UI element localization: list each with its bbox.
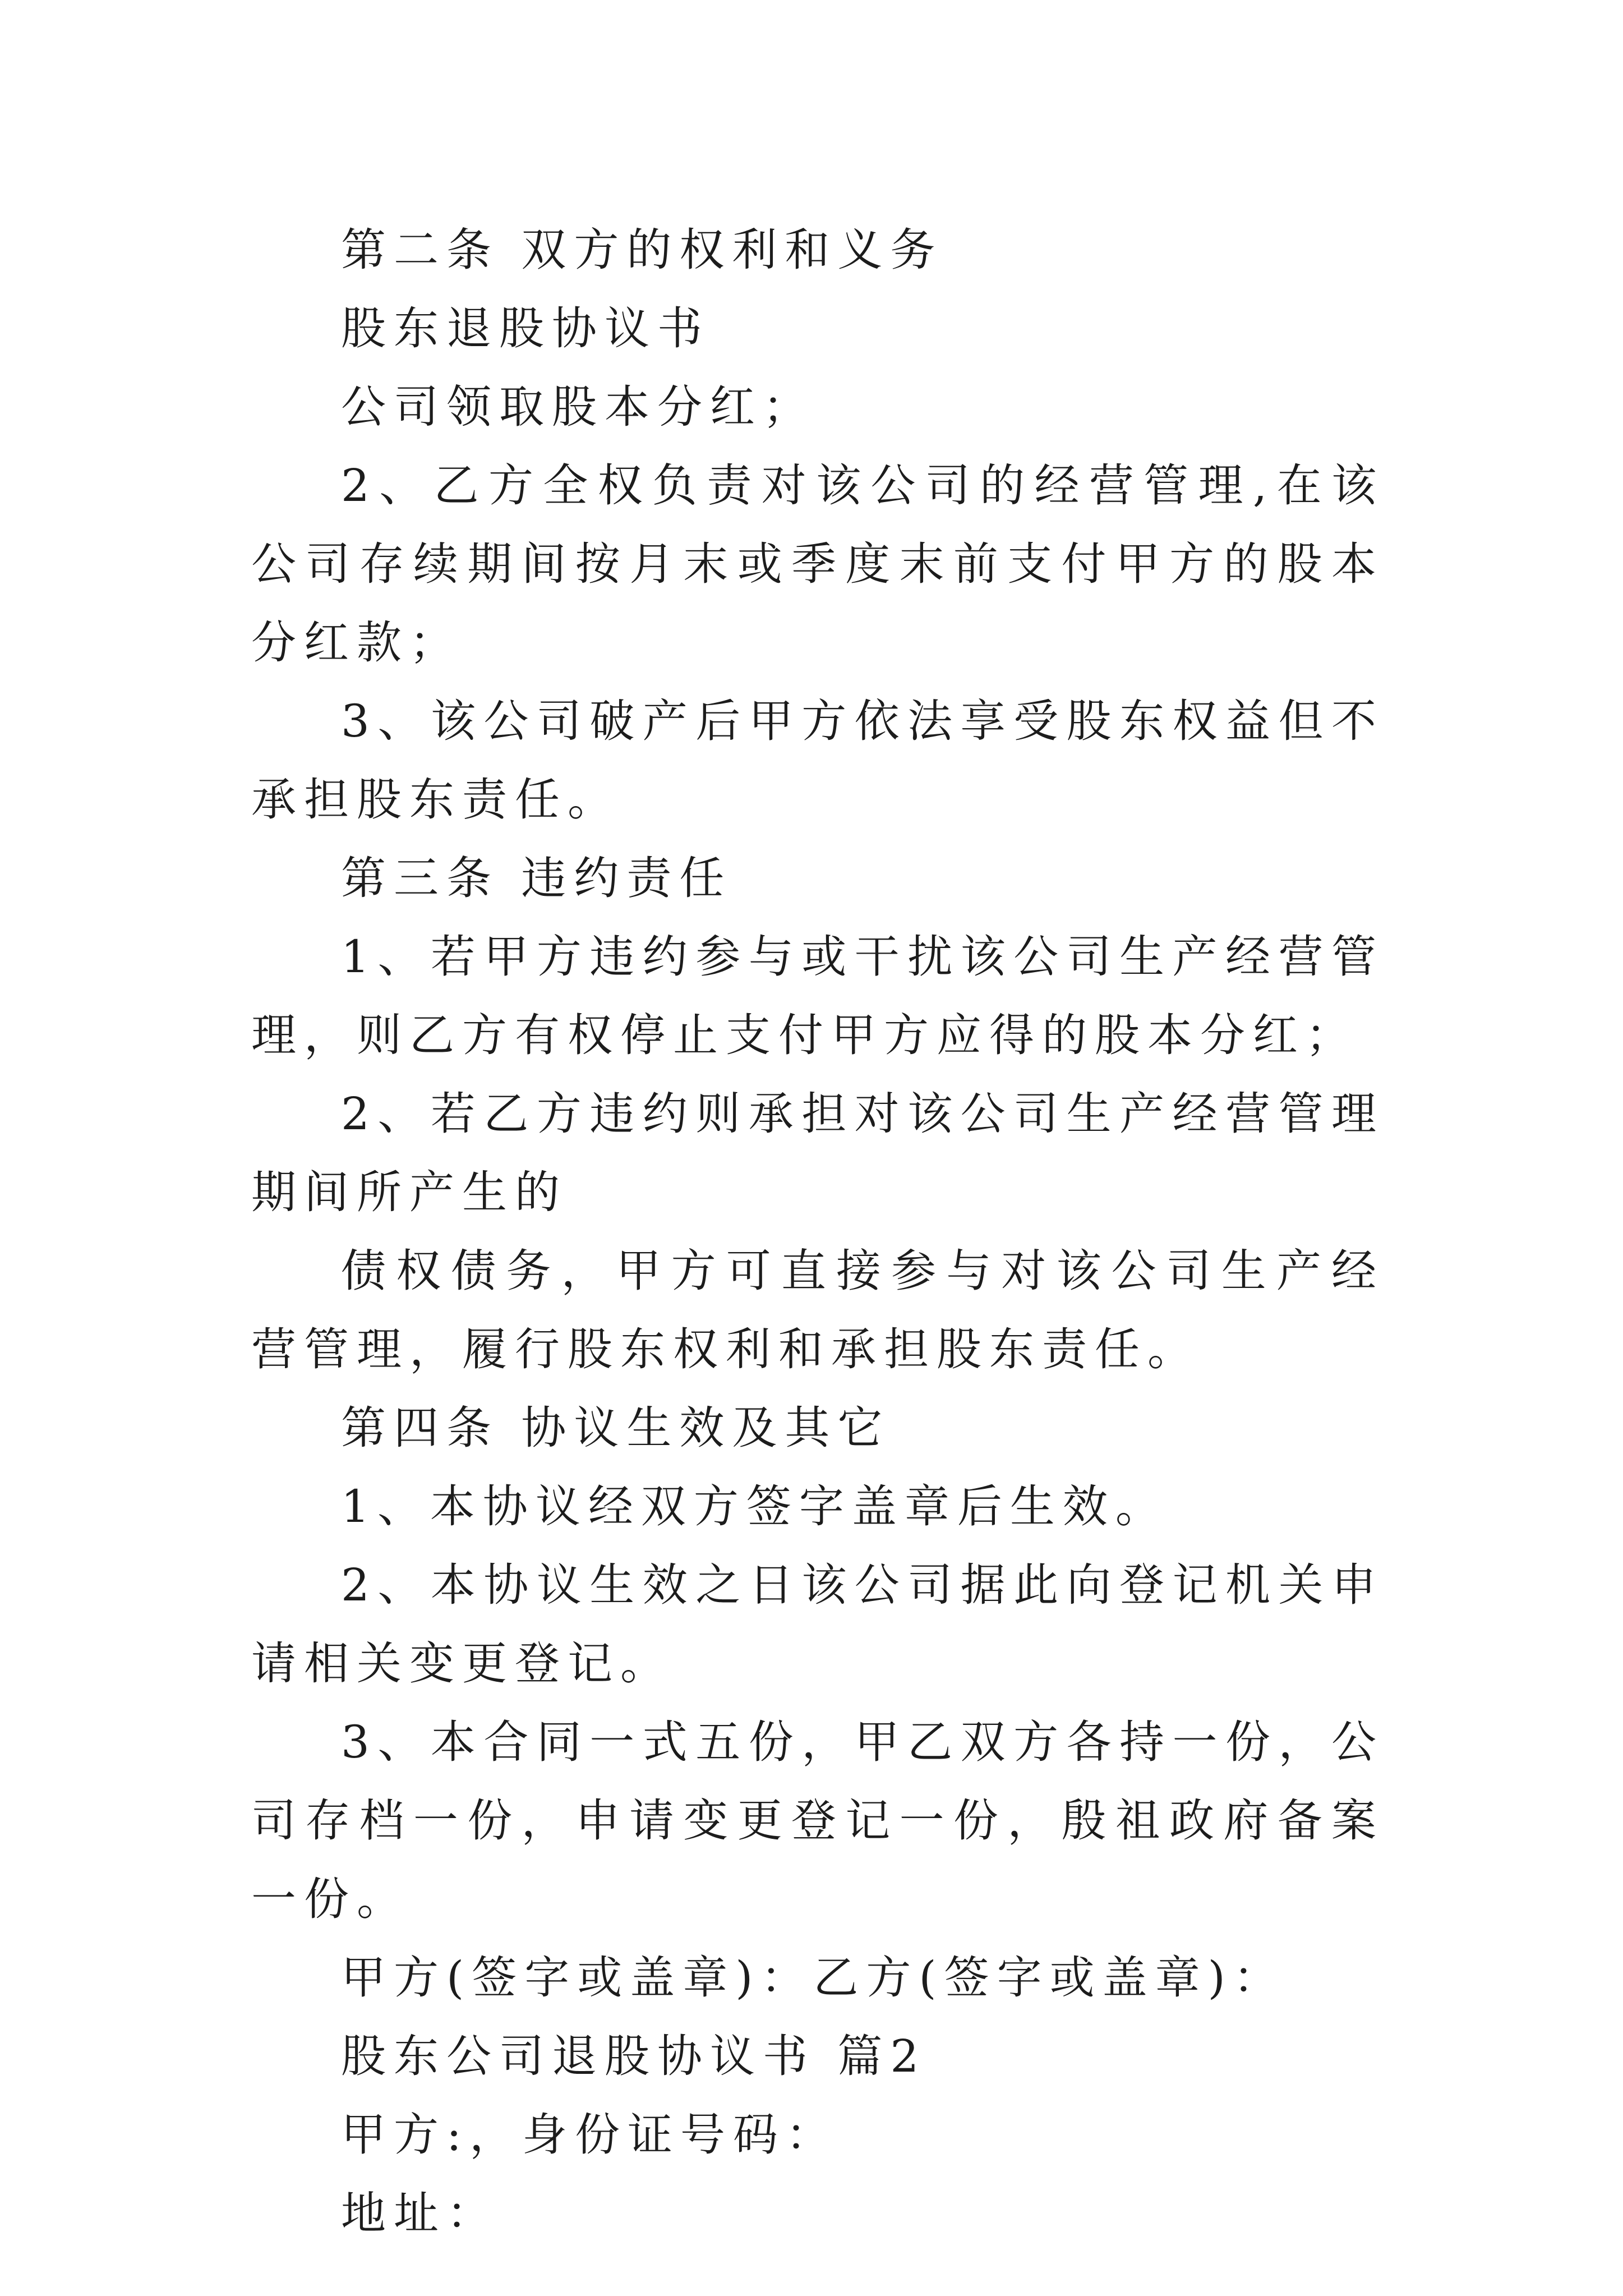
paragraph: 2、若乙方违约则承担对该公司生产经营管理期间所产生的 bbox=[251, 1088, 1384, 1218]
clause-heading-2: 第二条 双方的权利和义务 bbox=[341, 224, 943, 276]
document-body bbox=[251, 211, 1384, 2253]
paragraph: 2、乙方全权负责对该公司的经营管理,在该公司存续期间按月末或季度末前支付甲方的股本分红款； bbox=[251, 459, 1384, 669]
clause-heading-3: 第三条 违约责任 bbox=[341, 852, 732, 904]
paragraph: 2、本协议生效之日该公司据此向登记机关申请相关变更登记。 bbox=[251, 1559, 1384, 1690]
party-a-id-line: 甲方:，身份证号码： bbox=[341, 2109, 838, 2161]
paragraph: 公司领取股本分红； bbox=[341, 381, 815, 433]
paragraph: 1、本协议经双方签字盖章后生效。 bbox=[341, 1480, 1168, 1533]
section-title: 股东公司退股协议书 篇2 bbox=[341, 2030, 927, 2082]
address-line: 地址： bbox=[341, 2187, 499, 2239]
paragraph: 债权债务，甲方可直接参与对该公司生产经营管理，履行股东权利和承担股东责任。 bbox=[251, 1245, 1384, 1375]
paragraph: 1、若甲方违约参与或干扰该公司生产经营管理，则乙方有权停止支付甲方应得的股本分红； bbox=[251, 931, 1384, 1061]
paragraph: 3、该公司破产后甲方依法享受股东权益但不承担股东责任。 bbox=[251, 695, 1384, 826]
clause-heading-4: 第四条 协议生效及其它 bbox=[341, 1402, 891, 1454]
document-title-line: 股东退股协议书 bbox=[341, 302, 710, 355]
paragraph: 3、本合同一式五份，甲乙双方各持一份，公司存档一份，申请变更登记一份，殷祖政府备案一份。 bbox=[251, 1716, 1384, 1925]
signature-line: 甲方(签字或盖章)：乙方(签字或盖章)： bbox=[341, 1952, 1286, 2004]
